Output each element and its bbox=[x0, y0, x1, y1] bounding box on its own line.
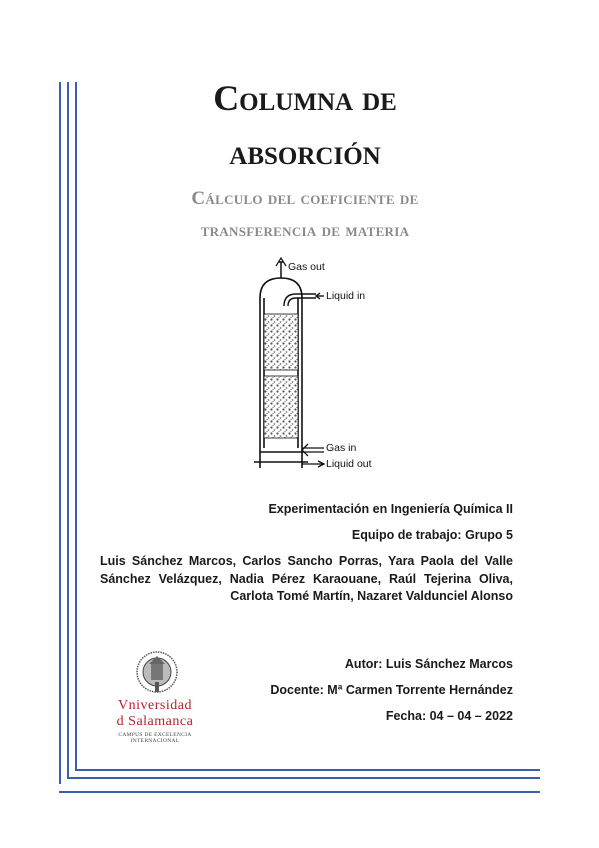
border-horizontal-line-3 bbox=[59, 791, 540, 793]
team-members: Luis Sánchez Marcos, Carlos Sancho Porras, Yara Paola del Valle Sánchez Velázquez, Nadia Pérez Karaouane, Raúl Tejerina Oliva, Carlota Tomé Martín, Nazaret Valdunciel Alonso bbox=[100, 554, 513, 603]
gas-in-pipe bbox=[302, 444, 324, 456]
gas-out-pipe bbox=[276, 258, 286, 278]
course-name: Experimentación en Ingeniería Química II bbox=[268, 502, 513, 516]
university-logo bbox=[95, 648, 215, 744]
campus-tagline: CAMPUS DE EXCELENCIA INTERNACIONAL bbox=[118, 732, 192, 744]
title-line-2: absorción bbox=[229, 132, 381, 172]
date-line: Fecha: 04 – 04 – 2022 bbox=[385, 709, 513, 723]
author-line: Autor: Luis Sánchez Marcos bbox=[344, 657, 513, 671]
subtitle-line-1: Cálculo del coeficiente de bbox=[191, 188, 419, 209]
university-seal-icon bbox=[135, 648, 179, 698]
gas-out-label: Gas out bbox=[288, 261, 325, 273]
absorption-column-diagram bbox=[234, 252, 382, 480]
liquid-in-pipe bbox=[284, 293, 324, 306]
title-line-1: Columna de bbox=[213, 78, 397, 118]
university-name-line-2: d Salamanca bbox=[116, 714, 194, 729]
border-vertical-line-3 bbox=[75, 82, 77, 770]
column-body bbox=[254, 278, 308, 468]
liquid-in-label: Liquid in bbox=[326, 290, 366, 302]
university-name-line-1: Vniversidad bbox=[118, 698, 192, 713]
border-horizontal-line-1 bbox=[75, 769, 540, 771]
team-name: Equipo de trabajo: Grupo 5 bbox=[351, 528, 513, 542]
packing-bed-lower bbox=[264, 376, 298, 438]
border-vertical-line-1 bbox=[59, 82, 61, 784]
packing-bed-upper bbox=[264, 314, 298, 370]
border-horizontal-line-2 bbox=[67, 777, 540, 779]
border-vertical-line-2 bbox=[67, 82, 69, 777]
subtitle-line-2: transferencia de materia bbox=[200, 220, 410, 241]
gas-in-label: Gas in bbox=[326, 442, 357, 454]
liquid-out-label: Liquid out bbox=[326, 458, 372, 470]
teacher-line: Docente: Mª Carmen Torrente Hernández bbox=[270, 683, 513, 697]
